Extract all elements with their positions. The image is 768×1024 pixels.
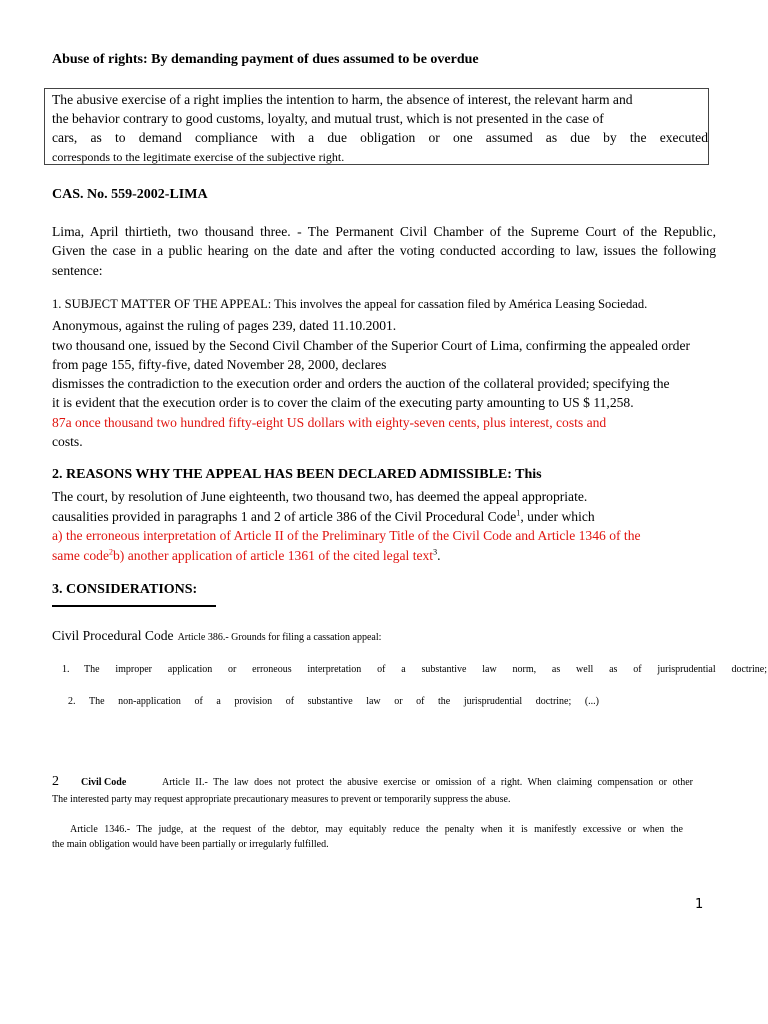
section2-line-red: a) the erroneous interpretation of Article II of the Preliminary Title of the Civil Code and Article 1346 of the	[52, 528, 641, 543]
footnote2-line: The interested party may request appropriate precautionary measures to prevent or temporarily suppress the abuse.	[52, 794, 511, 805]
footnote-ref: 2	[109, 547, 113, 557]
footnote2-line: the main obligation would have been partially or irregularly fulfilled.	[52, 839, 329, 850]
footnote-ref: 1	[516, 508, 521, 518]
section2-line	[52, 546, 441, 566]
section1-line: Anonymous, against the ruling of pages 239, dated 11.10.2001.	[52, 318, 397, 333]
intro-line: sentence:	[52, 263, 103, 278]
section2-heading: 2. REASONS WHY THE APPEAL HAS BEEN DECLARED ADMISSIBLE: This	[52, 467, 542, 482]
intro-line: Lima, April thirtieth, two thousand three. - The Permanent Civil Chamber of the Supreme Court of the Republic,	[52, 224, 716, 239]
footnote1-item-text: The improper application or erroneous interpretation of a substantive law norm, as well as of jurisprudential doctrine;	[84, 664, 767, 675]
footnote2-number: 2	[52, 774, 59, 789]
summary-line: corresponds to the legitimate exercise of the subjective right.	[52, 150, 345, 164]
section1-line: from page 155, fifty-five, dated November 28, 2000, declares	[52, 357, 387, 372]
section1-line: it is evident that the execution order is to cover the claim of the executing party amounting to US $ 11,258.	[52, 395, 634, 410]
summary-line: The abusive exercise of a right implies the intention to harm, the absence of interest, the relevant harm and	[52, 92, 633, 107]
document-title: Abuse of rights: By demanding payment of dues assumed to be overdue	[52, 52, 479, 67]
page-number: 1	[695, 897, 704, 912]
footnote2-line: Article 1346.- The judge, at the request of the debtor, may equitably reduce the penalty when it is manifestly excessive or when the	[70, 824, 683, 835]
footnote1-item-number: 2.	[68, 696, 76, 707]
footnote2-label: Civil Code	[81, 777, 127, 788]
section1-line: costs.	[52, 434, 83, 449]
footnote1-item-number: 1.	[62, 664, 70, 675]
section1-line: dismisses the contradiction to the execution order and orders the auction of the collateral provided; specifying the	[52, 376, 670, 391]
section1-line-red: 87a once thousand two hundred fifty-eight US dollars with eighty-seven cents, plus interest, costs and	[52, 415, 607, 430]
section2-red-text: same code	[52, 548, 109, 563]
section2-text: causalities provided in paragraphs 1 and 2 of article 386 of the Civil Procedural Code	[52, 509, 517, 524]
section2-line	[52, 507, 595, 527]
section2-line: The court, by resolution of June eighteenth, two thousand two, has deemed the appeal appropriate.	[52, 489, 588, 504]
footnote-ref: 3	[433, 547, 438, 557]
section1-line: 1. SUBJECT MATTER OF THE APPEAL: This involves the appeal for cassation filed by América Leasing Sociedad.	[52, 297, 648, 311]
footnote1-header	[52, 627, 381, 645]
case-number: CAS. No. 559-2002-LIMA	[52, 187, 208, 202]
footnote1-item-text: The non-application of a provision of substantive law or of the jurisprudential doctrine; (...)	[89, 696, 599, 707]
footnote2-line: Article II.- The law does not protect the abusive exercise or omission of a right. When claiming compensation or other	[162, 777, 693, 788]
footnote-separator	[52, 605, 216, 607]
section2-text: , under which	[520, 509, 595, 524]
footnote1-article: Article 386.- Grounds for filing a cassation appeal:	[177, 632, 382, 643]
summary-line: the behavior contrary to good customs, loyalty, and mutual trust, which is not presented in the case of	[52, 111, 604, 126]
footnote1-label: Civil Procedural Code	[52, 628, 174, 643]
section2-text: .	[437, 548, 441, 563]
section3-heading: 3. CONSIDERATIONS:	[52, 582, 198, 597]
section2-red-text: b) another application of article 1361 of the cited legal text	[113, 548, 434, 563]
section1-line: two thousand one, issued by the Second Civil Chamber of the Superior Court of Lima, confirming the appealed order	[52, 338, 691, 353]
intro-line: Given the case in a public hearing on the date and after the voting conducted according to law, issues the following	[52, 243, 716, 258]
summary-line: cars, as to demand compliance with a due obligation or one assumed as due by the executed	[52, 130, 708, 145]
